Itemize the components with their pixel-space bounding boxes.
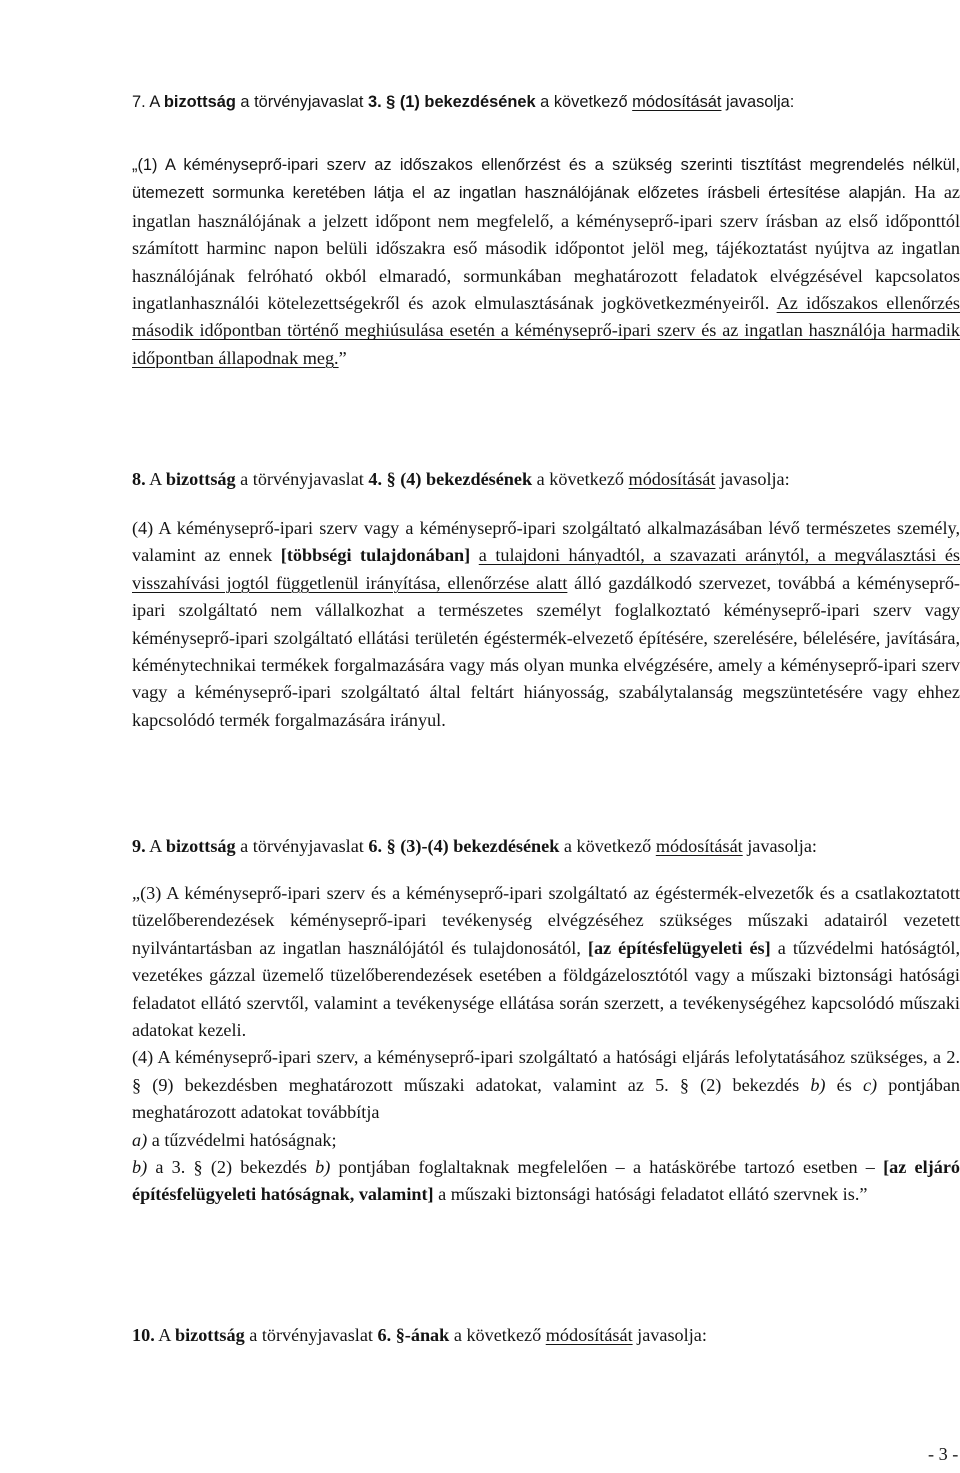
amendment-label: módosítását xyxy=(655,836,743,856)
page-number: - 3 - xyxy=(928,1444,959,1464)
section-number: 9. xyxy=(132,836,146,856)
committee-label: bizottság xyxy=(165,469,236,489)
section-10-heading: 10. A bizottság a törvényjavaslat 6. §-ának a következő módosítását javasolja: xyxy=(132,1325,707,1345)
amendment-label: módosítását xyxy=(628,469,716,489)
paragraph-reference: 3. § (1) bekezdésének xyxy=(367,93,536,111)
inserted-text: a tulajdoni hányadtól, a szavazati aránytól, a megválasztási és visszahívási jogtól függetlenül irányítása, ellenőrzése alatt xyxy=(132,545,960,593)
paragraph-4: (4) A kéményseprő-ipari szerv, a kéményseprő-ipari szolgáltató a hatósági eljárás lefolytatásához szükséges, a 2. § (9) bekezdésben meghatározott műszaki adatokat, valamint az 5. § (2) bekezdés b) és c) pontjában meghatározott adatokat továbbítja xyxy=(132,1047,960,1123)
section-7-heading: 7. A bizottság a törvényjavaslat 3. § (1) bekezdésének a következő módosítását javasolja: xyxy=(132,93,795,111)
section-number: 10. xyxy=(132,1325,155,1345)
section-number: 7. xyxy=(132,93,146,111)
section-7-body: „(1) A kéményseprő-ipari szerv az időszakos ellenőrzést és a szükség szerinti tisztítást megrendelés nélkül, ütemezett sormunka keretében látja el az ingatlan használójának előzetes írásbeli értesítése alapján. Ha az ingatlan használójának a jelzett időpont nem megfelelő, a kéményseprő-ipari szerv írásban az első időponttól számított harminc napon belüli időszakra eső második időpontot jelöl meg, tájékoztatást nyújtva az ingatlan használójának felróható okból elmaradó, sormunkában meghatározott feladatok elvégzésével kapcsolatos ingatlanhasználói kötelezettségekről és azok elmulasztásának jogkövetkezményeiről. Az időszakos ellenőrzés második időpontban történő meghiúsulása esetén a kéményseprő-ipari szerv és az ingatlan használója harmadik időpontban állapodnak meg.” xyxy=(132,156,960,368)
section-8-body xyxy=(132,515,960,734)
paragraph-3: „(3) A kéményseprő-ipari szerv és a kéményseprő-ipari szolgáltató az égéstermék-elvezetők és a csatlakoztatott tüzelőberendezések kéményseprő-ipari tevékenység elvégzéséhez szükséges műszaki adatairól vezetett nyilvántartásban az ingatlan használójától és tulajdonosától, [az építésfelügyeleti és] a tűzvédelmi hatóságtól, vezetékes gázzal üzemelő tüzelőberendezések esetében a földgázelosztótól vagy a műszaki biztonsági hatósági feladatot ellátó szervtől, valamint a tevékenysége ellátása során szerzett, a tevékenységéhez kapcsolódó műszaki adatokat kezeli. xyxy=(132,883,960,1041)
committee-label: bizottság xyxy=(163,93,236,111)
committee-label: bizottság xyxy=(174,1325,245,1345)
amendment-label: módosítását xyxy=(632,93,722,111)
section-9-body xyxy=(132,880,960,1209)
paragraph-reference: 4. § (4) bekezdésének xyxy=(368,469,533,489)
section-9-heading: 9. A bizottság a törvényjavaslat 6. § (3)-(4) bekezdésének a következő módosítását javasolja: xyxy=(132,836,817,856)
inserted-text: Az időszakos ellenőrzés második időpontban történő meghiúsulása esetén a kéményseprő-ipari szerv és az ingatlan használója harmadik időpontban állapodnak meg. xyxy=(132,293,960,368)
deleted-text: [többségi tulajdonában] xyxy=(280,545,471,566)
committee-label: bizottság xyxy=(165,836,236,856)
section-8-heading: 8. A bizottság a törvényjavaslat 4. § (4) bekezdésének a következő módosítását javasolja: xyxy=(132,469,790,489)
paragraph-reference: 6. § (3)-(4) bekezdésének xyxy=(368,836,560,856)
paragraph-reference: 6. §-ának xyxy=(377,1325,450,1345)
point-a: a) a tűzvédelmi hatóságnak; xyxy=(132,1129,337,1150)
section-number: 8. xyxy=(132,469,146,489)
amendment-label: módosítását xyxy=(545,1325,633,1345)
amendment-text: (4) A kéményseprő-ipari szerv vagy a kéményseprő-ipari szolgáltató alkalmazásában lévő természetes személy, valamint az ennek xyxy=(132,518,960,566)
amendment-text-end: álló gazdálkodó szervezet, továbbá a kéményseprő-ipari szolgáltató nem vállalkozhat a természetes személyt foglalkoztató kéményseprő-ipari szerv vagy kéményseprő-ipari szolgáltató ellátási területén égéstermék-elvezető építésére, szerelésére, bélelésére, javítására, kéménytechnikai termékek forgalmazására vagy más olyan munka elvégzésére, amely a kéményseprő-ipari szerv vagy a kéményseprő-ipari szolgáltató által feltárt hiányosság, szabálytalanság megszüntetésére vagy ehhez kapcsolódó termék forgalmazására irányul. xyxy=(132,572,960,730)
deleted-text: [az eljáró építésfelügyeleti hatóságnak, valamint] xyxy=(132,1157,960,1205)
amendment-text: Ha az ingatlan használójának a jelzett időpont nem megfelelő, a kéményseprő-ipari szerv írásban az első időponttól számított harminc napon belüli időszakra eső második időpontot jelöl meg, tájékoztatást nyújtva az ingatlan használójának felróható okból elmaradó, sormunkában meghatározott feladatok elvégzésével kapcsolatos ingatlanhasználói kötelezettségekről és azok elmulasztásának jogkövetkezményeiről. xyxy=(132,182,960,314)
amendment-text-start: „(1) A kéményseprő-ipari szerv az időszakos ellenőrzést és a szükség szerinti tisztítást megrendelés nélkül, ütemezett sormunka keretében látja el az ingatlan használójának előzetes írásbeli értesítése alapján. xyxy=(132,156,960,203)
deleted-text: [az építésfelügyeleti és] xyxy=(587,937,771,958)
point-b: b) a 3. § (2) bekezdés b) pontjában foglaltaknak megfelelően – a hatáskörébe tartozó esetben – [az eljáró építésfelügyeleti hatóságnak, valamint] a műszaki biztonsági hatósági feladatot ellátó szervnek is.” xyxy=(132,1157,960,1205)
